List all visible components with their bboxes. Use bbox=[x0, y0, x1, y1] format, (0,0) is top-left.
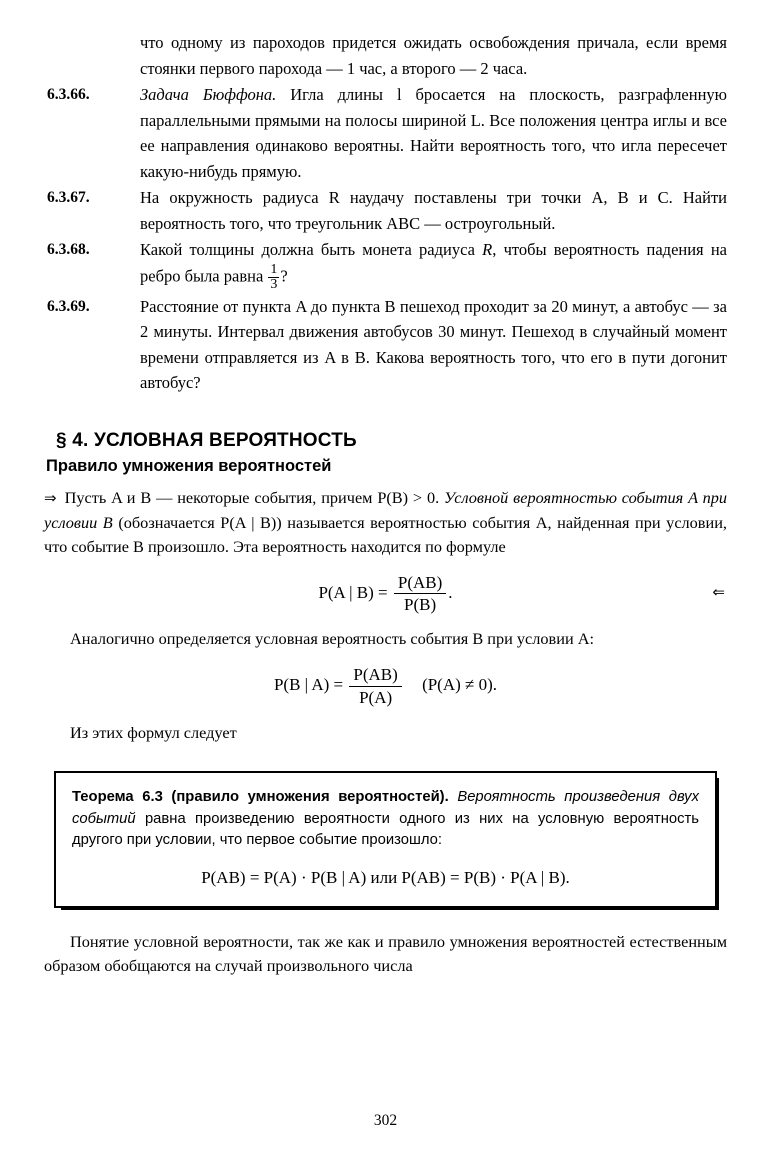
theorem-rest: равна произведению вероятности одного из них на условную вероятность другого при условии, что первое событие произошло: bbox=[72, 810, 699, 849]
analog-paragraph: Аналогично определяется условная вероятность события B при условии A: bbox=[70, 628, 595, 648]
exercise-item bbox=[44, 294, 727, 396]
formula-lhs: P(A | B) = bbox=[318, 582, 388, 602]
page-number: 302 bbox=[373, 1112, 398, 1129]
section-title: § 4. УСЛОВНАЯ ВЕРОЯТНОСТЬ bbox=[56, 429, 357, 451]
exercise-number: 6.3.69. bbox=[47, 297, 90, 315]
formula-numerator: P(AB) bbox=[353, 664, 398, 684]
exercise-text bbox=[140, 82, 727, 184]
theorem-text bbox=[72, 787, 699, 852]
formula-denominator: P(B) bbox=[394, 593, 446, 615]
exercise-item bbox=[44, 185, 727, 236]
exercise-number: 6.3.67. bbox=[47, 189, 90, 206]
definition-part2: (обозначается P(A | B)) называется вероятностью события A, найденная при условии, что событие B произошло. Эта вероятность находится по формуле bbox=[44, 512, 727, 556]
formula-conditional-probability bbox=[44, 573, 727, 615]
section-subtitle: Правило умножения вероятностей bbox=[46, 456, 332, 475]
top-paragraph: что одному из пароходов придется ожидать освобождения причала, если время стоянки первого парохода — 1 час, а второго — 2 часа. bbox=[140, 33, 727, 78]
formula-denominator: P(A) bbox=[349, 686, 401, 708]
formula-tail: . bbox=[448, 582, 453, 602]
formula-conditional-probability-b bbox=[44, 665, 727, 707]
theorem-italic-lead: Вероятность произведения двух событий bbox=[72, 789, 699, 827]
exercise-list bbox=[44, 82, 727, 396]
exercise-title: Задача Бюффона. bbox=[140, 85, 277, 104]
definition-paragraph bbox=[44, 486, 727, 559]
exercise-item bbox=[44, 82, 727, 184]
theorem-box bbox=[54, 771, 717, 908]
formula-fraction bbox=[349, 665, 401, 707]
section-heading-block bbox=[44, 430, 727, 476]
exercise-number: 6.3.68. bbox=[47, 241, 90, 258]
left-arrow-icon: ⇐ bbox=[712, 584, 725, 601]
exercise-text: Расстояние от пункта A до пункта B пешеход проходит за 20 минут, а автобус — за 2 минуты. Интервал движения автобусов 30 минут. Пешеход в случайный момент времени отправляется из A в B. Какова вероятность того, что его в пути догонит автобус? bbox=[140, 296, 727, 393]
exercise-body: Игла длины l бросается на плоскость, разграфленную параллельными прямыми на полосы шириной L. Все положения центра иглы и все ее направления одинаково вероятны. Найти вероятность того, что игла пересечет какую-нибудь прямую. bbox=[140, 85, 727, 181]
exercise-item bbox=[44, 237, 727, 293]
formula-condition: (P(A) ≠ 0). bbox=[422, 674, 498, 694]
right-arrow-icon: ⇒ bbox=[44, 490, 57, 507]
theorem-label: Теорема 6.3 (правило умножения вероятностей). bbox=[72, 789, 449, 806]
exercise-number: 6.3.66. bbox=[47, 86, 90, 103]
formula-lhs: P(B | A) = bbox=[273, 674, 344, 694]
formula-fraction bbox=[394, 573, 446, 615]
formula-numerator: P(AB) bbox=[397, 572, 443, 592]
bridge-paragraph: Из этих формул следует bbox=[70, 723, 237, 743]
definition-part1: Пусть A и B — некоторые события, причем P(B) > 0. bbox=[64, 487, 445, 507]
exercise-text: На окружность радиуса R наудачу поставлены три точки A, B и C. Найти вероятность того, что треугольник ABC — остроугольный. bbox=[140, 188, 727, 233]
exercise-text: Какой толщины должна быть монета радиуса R, чтобы вероятность падения на ребро была равна $\frac{1}{3}$ ? bbox=[140, 240, 727, 293]
definition-italic: Условной вероятностью события A при условии B bbox=[44, 487, 727, 532]
theorem-formula: P(AB) = P(A) · P(B | A) или P(AB) = P(B) · P(A | B). bbox=[201, 867, 570, 887]
inline-fraction: $\frac{1}{3}$ bbox=[270, 261, 278, 293]
closing-paragraph: Понятие условной вероятности, так же как и правило умножения вероятностей естественным образом обобщаются на случай произвольного числа bbox=[44, 931, 727, 975]
